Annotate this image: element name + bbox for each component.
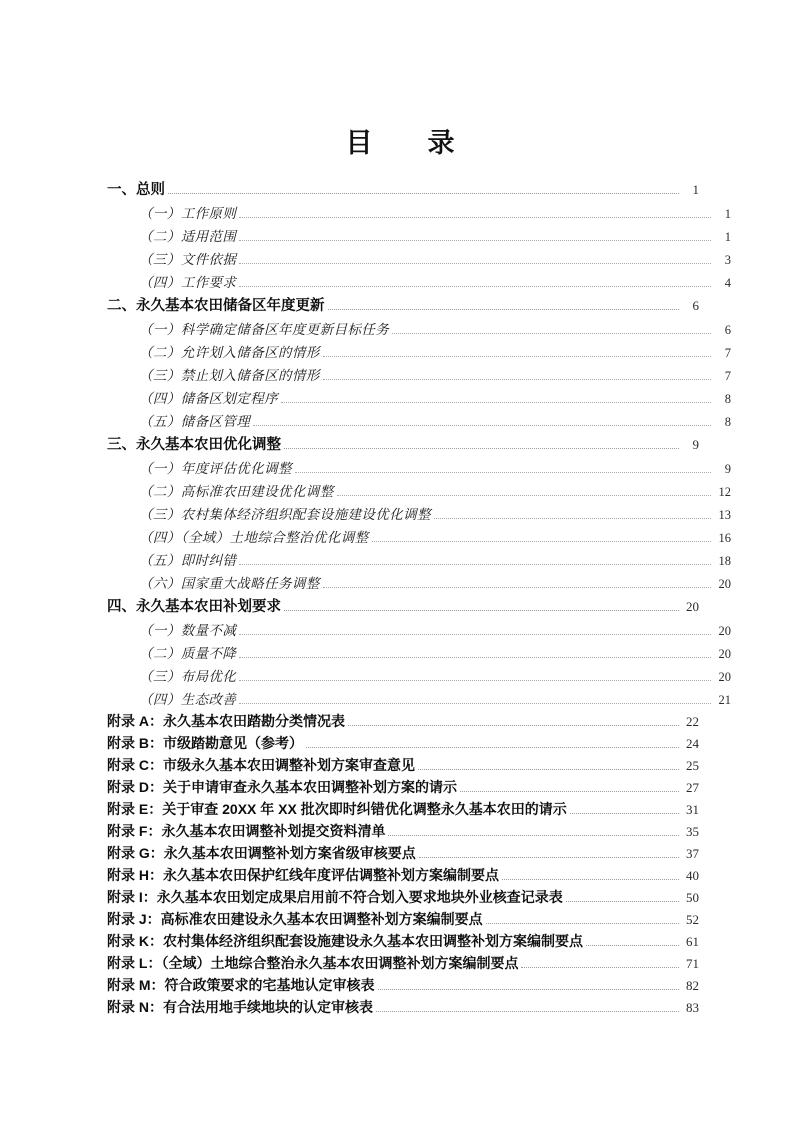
toc-entry-label: 附录 G：永久基本农田调整补划方案省级审核要点	[107, 845, 416, 861]
toc-dot-leader	[168, 192, 679, 194]
toc-appendix-entry[interactable]	[107, 711, 699, 733]
toc-dot-leader	[521, 966, 679, 968]
toc-appendix-entry[interactable]	[107, 909, 699, 931]
toc-entry-label: （二）适用范围	[139, 229, 237, 244]
toc-page-number: 20	[718, 647, 731, 661]
toc-entry-level-2[interactable]	[139, 364, 731, 387]
toc-entry-level-2[interactable]	[139, 341, 731, 364]
toc-dot-leader	[239, 679, 711, 681]
toc-entry-label: 附录 E：关于审查 20XX 年 XX 批次即时纠错优化调整永久基本农田的请示	[107, 801, 567, 817]
toc-dot-leader	[434, 517, 711, 519]
toc-entry-level-1[interactable]	[107, 294, 699, 318]
toc-entry-label: （四）（全域）土地综合整治优化调整	[139, 530, 369, 545]
toc-entry-level-2[interactable]	[139, 642, 731, 665]
toc-entry-level-2[interactable]	[139, 318, 731, 341]
toc-dot-leader	[239, 656, 711, 658]
toc-page-number: 1	[724, 207, 731, 221]
toc-entry-level-2[interactable]	[139, 688, 731, 711]
toc-page-number: 24	[686, 736, 699, 751]
toc-page-number: 13	[718, 508, 731, 522]
toc-appendix-entry[interactable]	[107, 865, 699, 887]
toc-entry-label: 附录 B：市级踏勘意见（参考）	[107, 735, 303, 751]
toc-page-number: 50	[686, 890, 699, 905]
toc-entry-level-2[interactable]	[139, 619, 731, 642]
toc-entry-label: （三）农村集体经济组织配套设施建设优化调整	[139, 507, 431, 522]
toc-page-number: 52	[686, 912, 699, 927]
toc-entry-label: （三）文件依据	[139, 252, 237, 267]
toc-page-number: 82	[686, 978, 699, 993]
toc-entry-level-2[interactable]	[139, 572, 731, 595]
toc-page-number: 20	[718, 577, 731, 591]
toc-appendix-entry[interactable]	[107, 997, 699, 1019]
toc-dot-leader	[239, 239, 711, 241]
toc-entry-label: 附录 D：关于申请审查永久基本农田调整补划方案的请示	[107, 779, 457, 795]
toc-appendix-entry[interactable]	[107, 931, 699, 953]
toc-dot-leader	[239, 216, 711, 218]
toc-dot-leader	[337, 494, 711, 496]
toc-entry-label: （五）储备区管理	[139, 414, 251, 429]
toc-page-number: 40	[686, 868, 699, 883]
toc-entry-label: （四）生态改善	[139, 692, 237, 707]
toc-page-number: 6	[724, 323, 731, 337]
toc-page-number: 71	[686, 956, 699, 971]
toc-dot-leader	[239, 633, 711, 635]
toc-appendix-entry[interactable]	[107, 755, 699, 777]
toc-entry-label: （二）高标准农田建设优化调整	[139, 484, 334, 499]
toc-entry-label: （二）允许划入储备区的情形	[139, 345, 320, 360]
toc-entry-label: （二）质量不降	[139, 646, 237, 661]
toc-entry-label: （六）国家重大战略任务调整	[139, 576, 320, 591]
toc-dot-leader	[419, 856, 679, 858]
toc-entry-level-2[interactable]	[139, 202, 731, 225]
toc-entry-label: 三、永久基本农田优化调整	[107, 437, 281, 453]
toc-page-number: 21	[718, 693, 731, 707]
toc-entry-level-2[interactable]	[139, 271, 731, 294]
toc-page-number: 8	[724, 415, 731, 429]
toc-page-number: 31	[686, 802, 699, 817]
toc-dot-leader	[388, 834, 679, 836]
toc-entry-label: 二、永久基本农田储备区年度更新	[107, 298, 325, 314]
toc-dot-leader	[378, 988, 679, 990]
toc-dot-leader	[486, 922, 679, 924]
toc-entry-label: （一）科学确定储备区年度更新目标任务	[139, 322, 390, 337]
toc-dot-leader	[586, 944, 679, 946]
toc-page-number: 25	[686, 758, 699, 773]
toc-entry-level-1[interactable]	[107, 433, 699, 457]
toc-page-number: 12	[718, 485, 731, 499]
toc-entry-label: 附录 F：永久基本农田调整补划提交资料清单	[107, 823, 386, 839]
toc-appendix-entry[interactable]	[107, 953, 699, 975]
toc-entry-level-1[interactable]	[107, 595, 699, 619]
toc-page-number: 20	[686, 599, 699, 614]
toc-entry-level-2[interactable]	[139, 410, 731, 433]
toc-page-number: 35	[686, 824, 699, 839]
toc-page-number: 6	[692, 298, 699, 313]
toc-page-number: 9	[724, 462, 731, 476]
toc-page-number: 1	[692, 182, 699, 197]
toc-entry-label: （三）禁止划入储备区的情形	[139, 368, 320, 383]
toc-dot-leader	[372, 540, 711, 542]
toc-dot-leader	[239, 262, 711, 264]
toc-appendix-entry[interactable]	[107, 733, 699, 755]
toc-entry-label: （一）数量不减	[139, 623, 237, 638]
toc-entry-level-1[interactable]	[107, 178, 699, 202]
toc-entry-label: （一）年度评估优化调整	[139, 461, 292, 476]
toc-dot-leader	[328, 308, 680, 310]
toc-appendix-entry[interactable]	[107, 821, 699, 843]
toc-page-number: 83	[686, 1000, 699, 1015]
toc-entry-level-2[interactable]	[139, 480, 731, 503]
toc-appendix-entry[interactable]	[107, 843, 699, 865]
toc-dot-leader	[348, 724, 679, 726]
toc-appendix-entry[interactable]	[107, 887, 699, 909]
table-of-contents	[107, 178, 731, 1019]
toc-entry-label: 附录 K：农村集体经济组织配套设施建设永久基本农田调整补划方案编制要点	[107, 933, 583, 949]
toc-dot-leader	[239, 702, 711, 704]
toc-dot-leader	[566, 900, 679, 902]
toc-dot-leader	[284, 609, 679, 611]
toc-page-number: 7	[724, 346, 731, 360]
toc-page-number: 4	[724, 276, 731, 290]
toc-page-number: 8	[724, 392, 731, 406]
toc-page-number: 61	[686, 934, 699, 949]
toc-dot-leader	[392, 332, 711, 334]
toc-dot-leader	[295, 471, 711, 473]
page-title: 目 录	[345, 128, 469, 158]
toc-dot-leader	[323, 355, 711, 357]
toc-entry-level-2[interactable]	[139, 503, 731, 526]
toc-dot-leader	[281, 401, 711, 403]
toc-entry-level-2[interactable]	[139, 457, 731, 480]
toc-page-number: 27	[686, 780, 699, 795]
toc-entry-label: 附录 H：永久基本农田保护红线年度评估调整补划方案编制要点	[107, 867, 499, 883]
toc-dot-leader	[418, 768, 679, 770]
toc-entry-label: 一、总则	[107, 182, 165, 198]
toc-dot-leader	[323, 378, 711, 380]
toc-page-number: 22	[686, 714, 699, 729]
toc-dot-leader	[253, 424, 711, 426]
toc-entry-label: 附录 I：永久基本农田划定成果启用前不符合划入要求地块外业核查记录表	[107, 889, 563, 905]
toc-page-number: 7	[724, 369, 731, 383]
toc-dot-leader	[323, 586, 711, 588]
toc-dot-leader	[306, 746, 679, 748]
toc-entry-label: 附录 J：高标准农田建设永久基本农田调整补划方案编制要点	[107, 911, 483, 927]
toc-dot-leader	[570, 812, 679, 814]
toc-appendix-entry[interactable]	[107, 777, 699, 799]
toc-page-number: 20	[718, 624, 731, 638]
toc-page-number: 18	[718, 554, 731, 568]
toc-entry-label: （一）工作原则	[139, 206, 237, 221]
toc-entry-label: 附录 N：有合法用地手续地块的认定审核表	[107, 999, 373, 1015]
toc-dot-leader	[460, 790, 679, 792]
toc-entry-label: 附录 L：（全域）土地综合整治永久基本农田调整补划方案编制要点	[107, 955, 519, 971]
toc-page-number: 16	[718, 531, 731, 545]
toc-dot-leader	[239, 285, 711, 287]
toc-appendix-entry[interactable]	[107, 799, 699, 821]
toc-page-number: 37	[686, 846, 699, 861]
toc-entry-label: 附录 C：市级永久基本农田调整补划方案审查意见	[107, 757, 415, 773]
toc-entry-level-2[interactable]	[139, 665, 731, 688]
toc-dot-leader	[376, 1010, 679, 1012]
toc-entry-label: 四、永久基本农田补划要求	[107, 599, 281, 615]
toc-dot-leader	[239, 563, 711, 565]
toc-page-number: 3	[724, 253, 731, 267]
toc-page-number: 9	[692, 437, 699, 452]
toc-entry-label: （三）布局优化	[139, 669, 237, 684]
toc-entry-label: 附录 M：符合政策要求的宅基地认定审核表	[107, 977, 375, 993]
toc-entry-label: 附录 A：永久基本农田踏勘分类情况表	[107, 713, 345, 729]
toc-entry-label: （四）储备区划定程序	[139, 391, 278, 406]
toc-dot-leader	[284, 447, 679, 449]
toc-entry-label: （四）工作要求	[139, 275, 237, 290]
toc-entry-level-2[interactable]	[139, 248, 731, 271]
toc-entry-label: （五）即时纠错	[139, 553, 237, 568]
toc-entry-level-2[interactable]	[139, 225, 731, 248]
toc-page-number: 20	[718, 670, 731, 684]
toc-entry-level-2[interactable]	[139, 387, 731, 410]
toc-entry-level-2[interactable]	[139, 549, 731, 572]
toc-page-number: 1	[724, 230, 731, 244]
toc-dot-leader	[502, 878, 679, 880]
toc-entry-level-2[interactable]	[139, 526, 731, 549]
toc-appendix-entry[interactable]	[107, 975, 699, 997]
